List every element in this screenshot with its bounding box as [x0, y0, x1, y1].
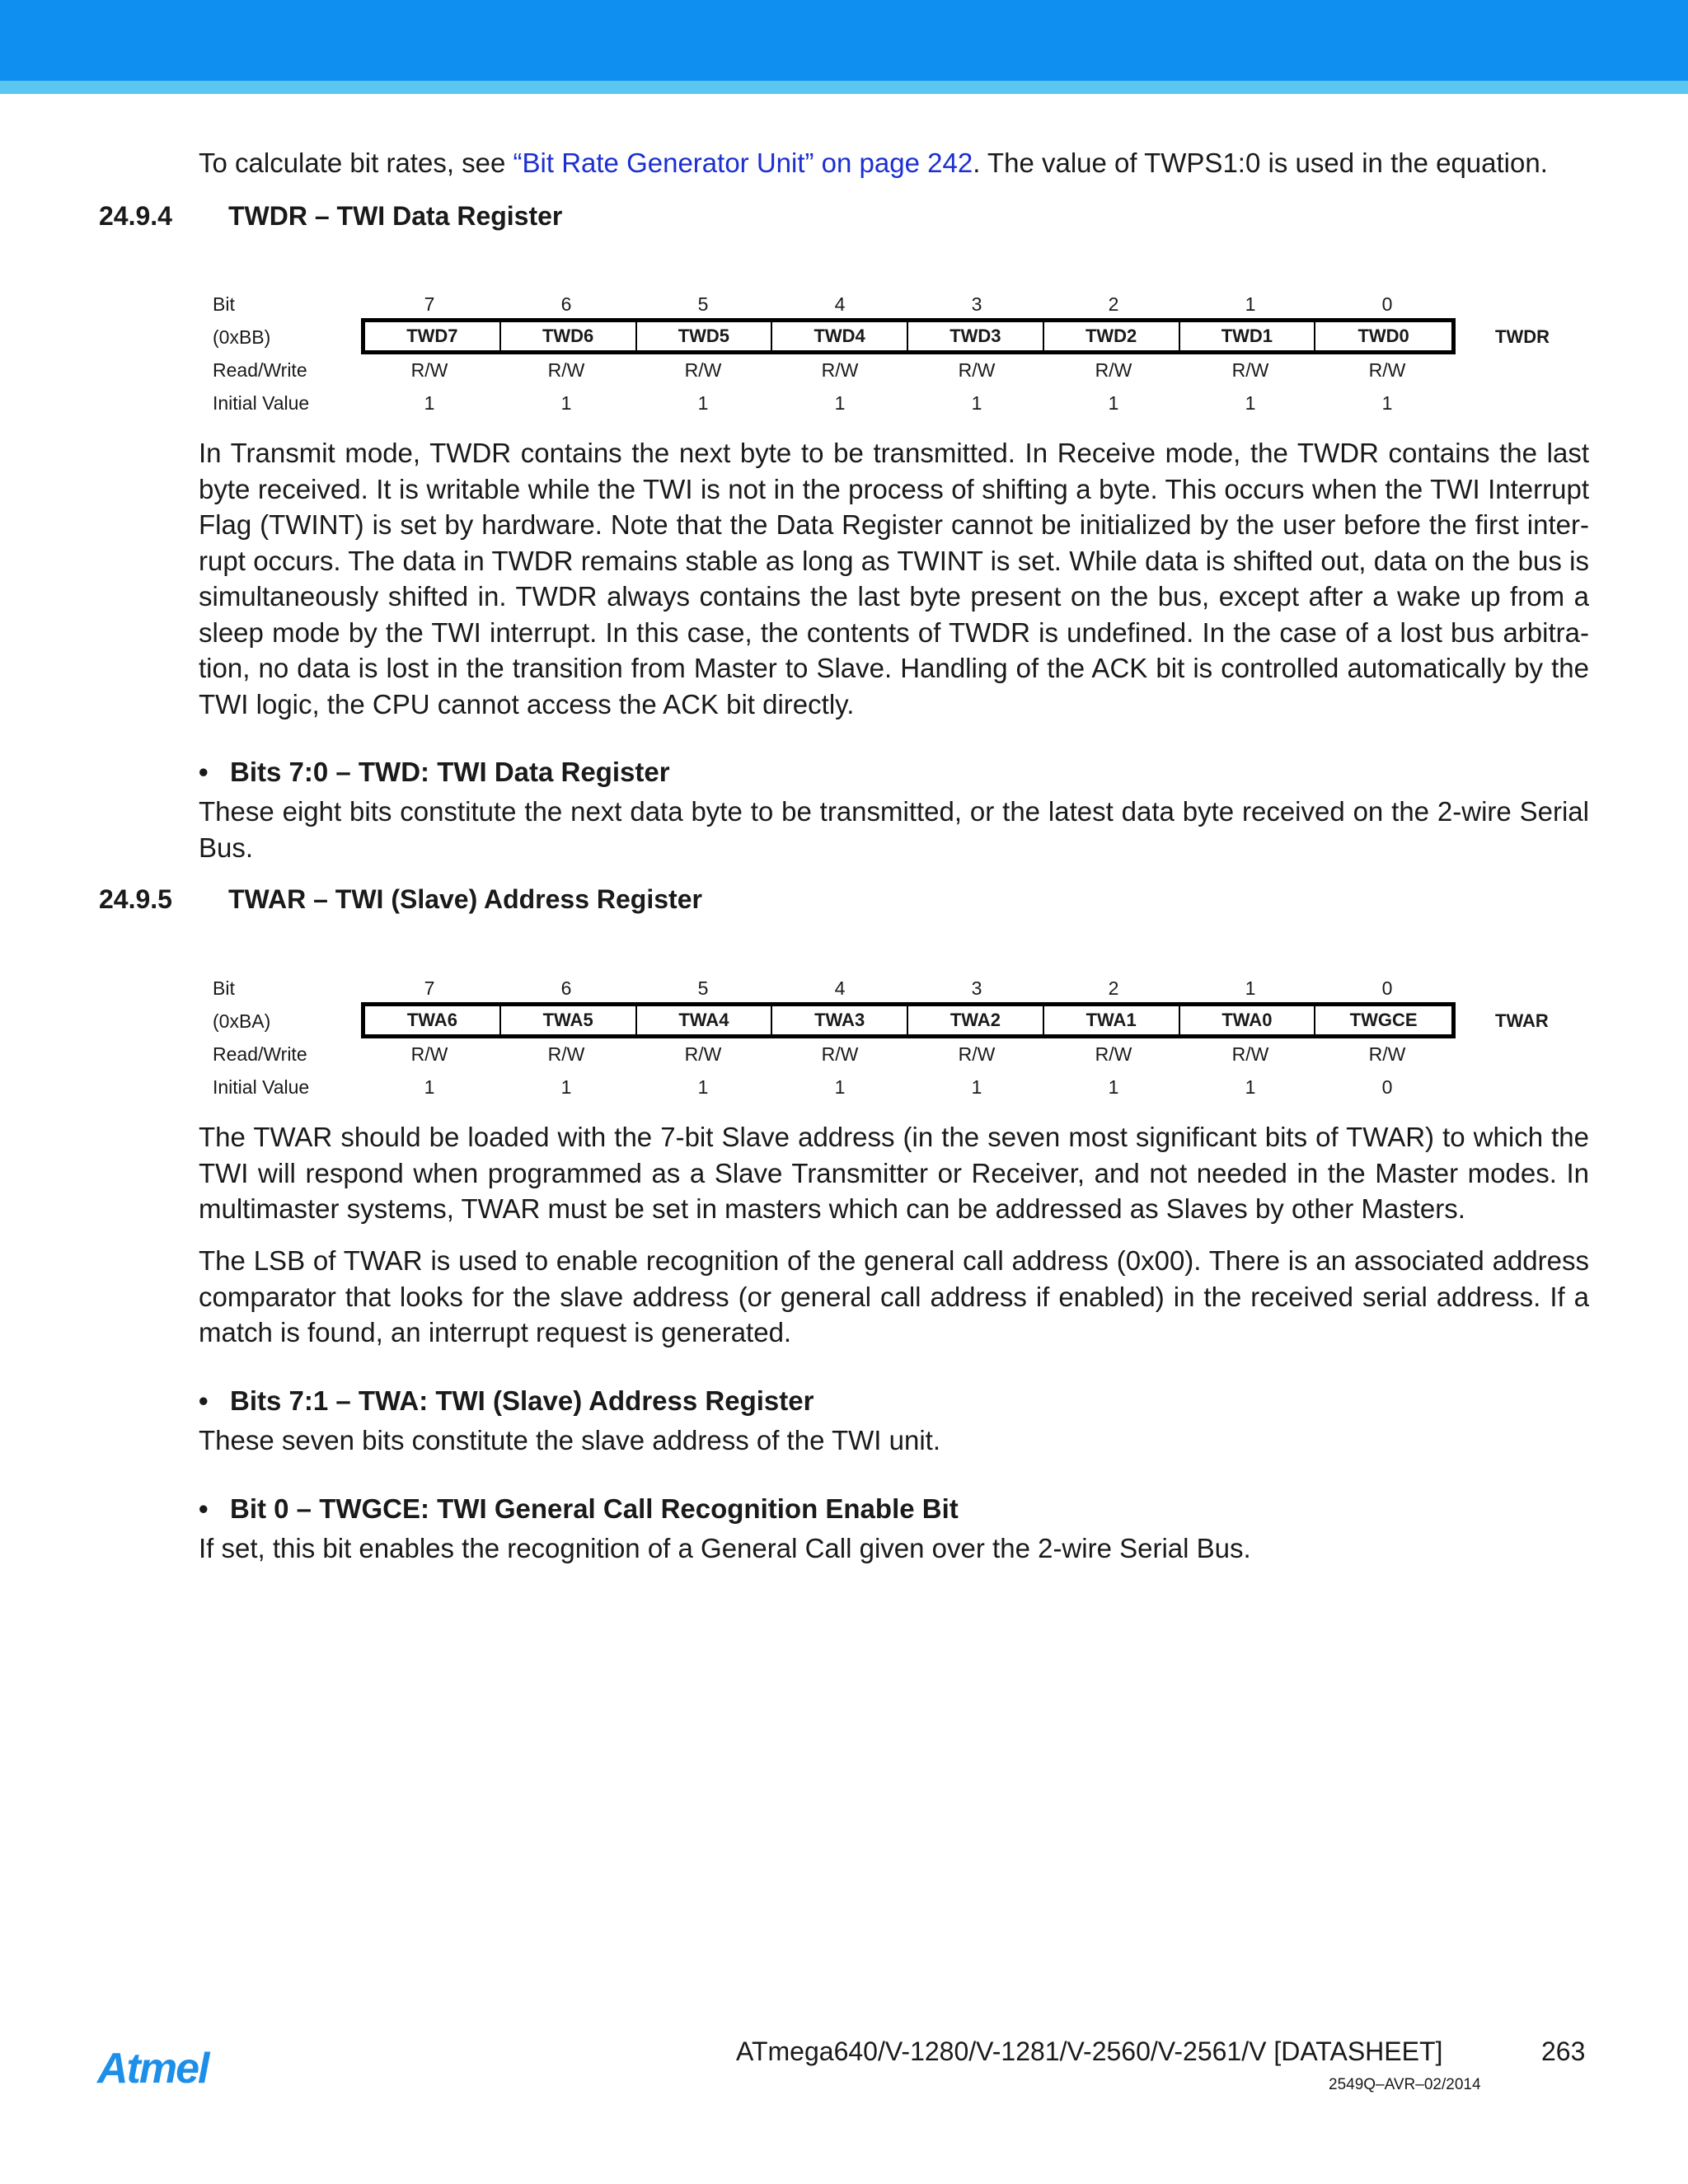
read-write-row [361, 359, 1456, 382]
rw-value: R/W [958, 1043, 996, 1065]
bit-name: TWGCE [1349, 1010, 1418, 1030]
rw-value: R/W [684, 1043, 722, 1065]
rw-value: R/W [684, 359, 722, 381]
init-value: 1 [971, 392, 982, 414]
bit-number: 2 [1108, 293, 1119, 315]
bit-name: TWD4 [772, 322, 908, 350]
header-band [0, 0, 1688, 81]
init-value: 1 [697, 1076, 709, 1098]
bullet-heading [199, 1493, 959, 1525]
bit-number: 1 [1245, 293, 1256, 315]
bit-name: TWD1 [1180, 322, 1316, 350]
init-value: 1 [424, 392, 435, 414]
bit-name: TWA0 [1180, 1006, 1316, 1034]
bit-rate-link[interactable]: “Bit Rate Generator Unit” on page 242 [513, 148, 973, 178]
bullet-heading-text: Bits 7:0 – TWD: TWI Data Register [230, 757, 670, 787]
row-label-address: (0xBA) [213, 1010, 271, 1032]
bit-name: TWA2 [908, 1006, 1044, 1034]
bit-number: 4 [834, 293, 846, 315]
intro-text-before: To calculate bit rates, see [199, 148, 513, 178]
bullet-text: If set, this bit enables the recognition of a General Call given over the 2-wire Serial Bus. [199, 1533, 1251, 1563]
bit-number: 1 [1245, 977, 1256, 999]
init-value: 1 [1108, 1076, 1119, 1098]
init-value: 1 [1381, 392, 1393, 414]
init-value: 1 [560, 1076, 572, 1098]
bit-name: TWD6 [501, 322, 637, 350]
bit-name: TWA1 [1044, 1006, 1180, 1034]
row-label-initial-value: Initial Value [213, 1076, 310, 1098]
init-value: 1 [834, 1076, 846, 1098]
init-value: 1 [1108, 392, 1119, 414]
rw-value: R/W [958, 359, 996, 381]
bit-name: TWD3 [908, 322, 1044, 350]
bit-number: 3 [971, 293, 982, 315]
rw-value: R/W [1231, 359, 1269, 381]
footer-doc-code: 2549Q–AVR–02/2014 [1329, 2076, 1481, 2093]
row-label-address: (0xBB) [213, 326, 271, 348]
intro-line [199, 145, 1548, 181]
init-value: 1 [971, 1076, 982, 1098]
bit-number: 7 [424, 977, 435, 999]
register-bit-box [361, 1002, 1456, 1038]
page-number: 263 [1541, 2036, 1586, 2066]
rw-value: R/W [1095, 1043, 1132, 1065]
bit-name: TWA5 [501, 1006, 637, 1034]
init-value: 1 [697, 392, 709, 414]
bullet-symbol: • [199, 1493, 209, 1524]
bit-name: TWA4 [637, 1006, 773, 1034]
header-strip [0, 81, 1688, 94]
rw-value: R/W [1095, 359, 1132, 381]
register-table-twdr [213, 293, 1647, 417]
bullet-heading-text: Bit 0 – TWGCE: TWI General Call Recognition Enable Bit [230, 1493, 959, 1524]
bit-number: 0 [1381, 977, 1393, 999]
row-label-bit: Bit [213, 293, 235, 315]
twdr-description: In Transmit mode, TWDR contains the next byte to be transmitted. In Receive mode, the TWDR contains the last byte received. It is writable while the TWI is not in the process of shifting a byte. This occurs when the TWI Interrupt Flag (TWINT) is set by hardware. Note that the Data Register cannot be initialized by the user before the first inter-rupt occurs. The data in TWDR remains stable as long as TWINT is set. While data is shifted out, data on the bus is simultaneously shifted in. TWDR always contains the last byte present on the bus, except after a wake up from a sleep mode by the TWI interrupt. In this case, the contents of TWDR is undefined. In the case of a lost bus arbitra-tion, no data is lost in the transition from Master to Slave. Handling of the ACK bit is controlled automatically by the TWI logic, the CPU cannot access the ACK bit directly. [199, 438, 1589, 719]
init-value: 1 [424, 1076, 435, 1098]
twar-lsb-description: The LSB of TWAR is used to enable recognition of the general call address (0x00). There is an associated address comparator that looks for the slave address (or general call address if enabled) in the received serial address. If a match is found, an interrupt request is generated. [199, 1245, 1589, 1347]
register-bit-box [361, 318, 1456, 354]
section-title: TWDR – TWI Data Register [228, 201, 563, 231]
bit-number: 0 [1381, 293, 1393, 315]
register-name: TWDR [1495, 326, 1550, 347]
rw-value: R/W [821, 359, 859, 381]
rw-value: R/W [410, 1043, 448, 1065]
bit-name: TWD0 [1357, 326, 1409, 346]
initial-value-row [361, 1076, 1456, 1099]
init-value: 1 [1245, 392, 1256, 414]
intro-text-after: . The value of TWPS1:0 is used in the equation. [973, 148, 1548, 178]
bit-name: TWD5 [637, 322, 773, 350]
read-write-row [361, 1043, 1456, 1066]
bit-number-row [361, 977, 1456, 1000]
init-value: 0 [1381, 1076, 1393, 1098]
rw-value: R/W [547, 1043, 585, 1065]
register-name: TWAR [1495, 1010, 1549, 1031]
atmel-logo: Atmel [97, 2045, 209, 2093]
init-value: 1 [1245, 1076, 1256, 1098]
bit-name: TWA3 [772, 1006, 908, 1034]
bullet-heading-text: Bits 7:1 – TWA: TWI (Slave) Address Register [230, 1385, 814, 1416]
bullet-symbol: • [199, 1385, 209, 1416]
bit-number-row [361, 293, 1456, 316]
bullet-text: These seven bits constitute the slave address of the TWI unit. [199, 1425, 941, 1455]
bullet-symbol: • [199, 757, 209, 787]
init-value: 1 [834, 392, 846, 414]
bit-number: 6 [560, 293, 572, 315]
rw-value: R/W [1368, 1043, 1406, 1065]
bit-number: 4 [834, 977, 846, 999]
rw-value: R/W [547, 359, 585, 381]
init-value: 1 [560, 392, 572, 414]
register-table-twar [213, 977, 1647, 1101]
rw-value: R/W [410, 359, 448, 381]
bit-number: 7 [424, 293, 435, 315]
rw-value: R/W [821, 1043, 859, 1065]
bit-number: 6 [560, 977, 572, 999]
row-label-read-write: Read/Write [213, 1043, 307, 1065]
bullet-text: These eight bits constitute the next data byte to be transmitted, or the latest data byte received on the 2-wire Serial Bus. [199, 796, 1589, 863]
bit-number: 3 [971, 977, 982, 999]
row-label-bit: Bit [213, 977, 235, 999]
section-number: 24.9.5 [99, 884, 172, 914]
bullet-heading [199, 1385, 814, 1417]
bit-number: 2 [1108, 977, 1119, 999]
bit-number: 5 [697, 293, 709, 315]
bit-name: TWA6 [365, 1006, 501, 1034]
bit-name: TWD7 [365, 322, 501, 350]
twar-description: The TWAR should be loaded with the 7-bit Slave address (in the seven most significant bits of TWAR) to which the TWI will respond when programmed as a Slave Transmitter or Receiver, and not needed in the Master modes. In multimaster systems, TWAR must be set in masters which can be addressed as Slaves by other Masters. [199, 1122, 1589, 1224]
row-label-initial-value: Initial Value [213, 392, 310, 414]
rw-value: R/W [1231, 1043, 1269, 1065]
bullet-heading [199, 757, 670, 788]
footer-doc-title: ATmega640/V-1280/V-1281/V-2560/V-2561/V [DATASHEET] [736, 2036, 1443, 2066]
initial-value-row [361, 392, 1456, 415]
section-title: TWAR – TWI (Slave) Address Register [228, 884, 702, 914]
section-number: 24.9.4 [99, 201, 172, 231]
rw-value: R/W [1368, 359, 1406, 381]
bit-name: TWD2 [1044, 322, 1180, 350]
row-label-read-write: Read/Write [213, 359, 307, 381]
bit-number: 5 [697, 977, 709, 999]
